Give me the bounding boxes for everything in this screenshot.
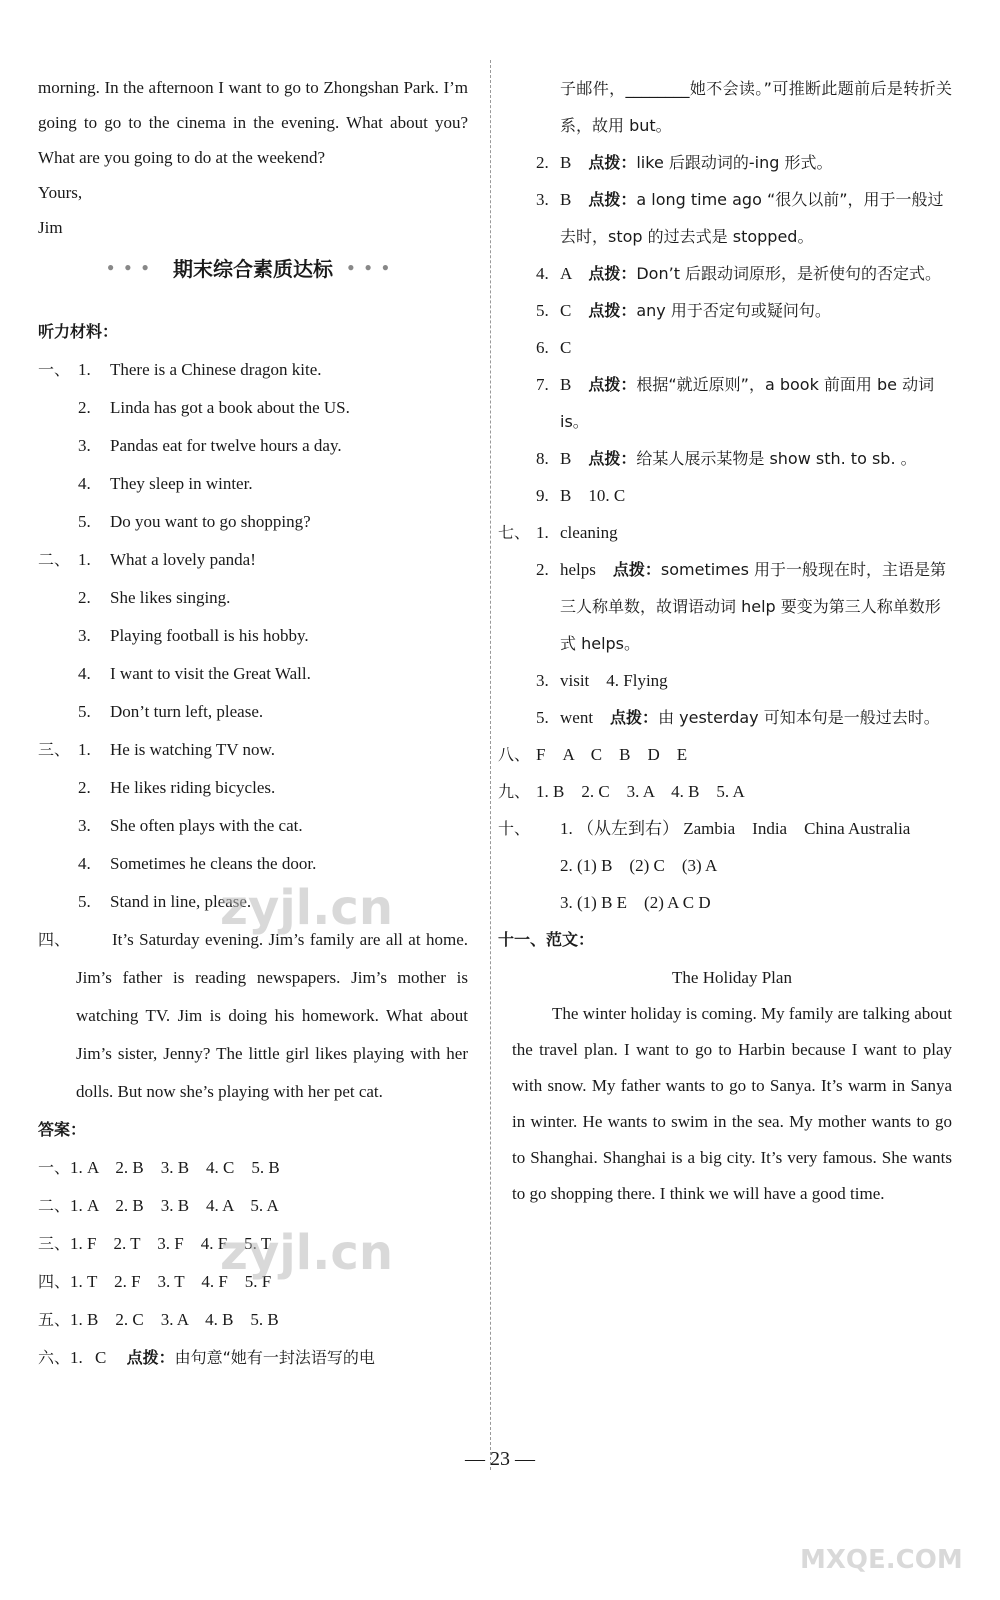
- answer-row: 一、1. A 2. B 3. B 4. C 5. B: [38, 1158, 280, 1177]
- list-item: 3. B 点拨：a long time ago “很久以前”，用于一般过去时，stop 的过去式是 stopped。: [536, 190, 944, 246]
- section-title-band: [38, 253, 468, 313]
- list-item: 2. He likes riding bicycles.: [78, 778, 276, 797]
- ten-item-3: 3. (1) B E (2) A C D: [560, 893, 711, 912]
- right-column: [498, 70, 952, 1212]
- list-item: 3. Playing football is his hobby.: [78, 626, 309, 645]
- eleven-label: 十一、范文：: [498, 930, 595, 949]
- column-divider: [490, 60, 491, 1470]
- answer-row: 四、1. T 2. F 3. T 4. F 5. F: [38, 1272, 272, 1291]
- list-item: 七、 1. cleaning: [498, 523, 618, 542]
- answer-row: 二、1. A 2. B 3. B 4. A 5. A: [38, 1196, 279, 1215]
- watermark: zyjl.cn: [220, 1225, 393, 1281]
- essay-title: The Holiday Plan: [672, 968, 792, 987]
- list-item: 2. Linda has got a book about the US.: [78, 398, 350, 417]
- continued-explanation: 子邮件，________她不会读。”可推断此题前后是转折关系，故用 but。: [560, 79, 952, 135]
- section-nine: 九、 1. B 2. C 3. A 4. B 5. A: [498, 782, 745, 801]
- letter-body: morning. In the afternoon I want to go to Zhongshan Park. I’m going to go to the cinema in the evening. What about you? What are you going to do at the weekend?: [38, 78, 468, 167]
- section-title: 期末综合素质达标: [173, 257, 333, 281]
- list-item: 5. went 点拨：由 yesterday 可知本句是一般过去时。: [536, 708, 940, 727]
- list-item: 7. B 点拨：根据“就近原则”，a book 前面用 be 动词 is。: [536, 375, 935, 431]
- list-item: 5. C 点拨：any 用于否定句或疑问句。: [536, 301, 831, 320]
- left-column: [38, 70, 468, 1377]
- list-item: 3. Pandas eat for twelve hours a day.: [78, 436, 342, 455]
- list-item: 2. helps 点拨：sometimes 用于一般现在时，主语是第三人称单数，故谓语动词 help 要变为第三人称单数形式 helps。: [536, 560, 947, 653]
- section-seven-list: [498, 514, 952, 736]
- list-item: 5. Do you want to go shopping?: [78, 512, 311, 531]
- corner-watermark: MXQE.COM: [800, 1545, 963, 1575]
- page-number: — 23 —: [465, 1448, 535, 1470]
- answer-row: 三、1. F 2. T 3. F 4. F 5. T: [38, 1234, 272, 1253]
- decorative-dots-icon: ●●●: [347, 260, 399, 274]
- essay-body: The winter holiday is coming. My family are talking about the travel plan. I want to go to Harbin because I want to play with snow. My father wants to go to Sanya. It’s warm in Sanya in winter. He wants to swim in the sea. My mother wants to go to Shanghai. Shanghai is a big city. It’s very famous. She wants to go shopping there. I think we will have a good time.: [512, 1004, 952, 1203]
- letter-closing: Yours,: [38, 183, 83, 202]
- list-item: 4. They sleep in winter.: [78, 474, 253, 493]
- letter-signature: Jim: [38, 218, 63, 237]
- list-item: 2. B 点拨：like 后跟动词的-ing 形式。: [536, 153, 833, 172]
- list-item: 4. I want to visit the Great Wall.: [78, 664, 311, 683]
- decorative-dots-icon: ●●●: [107, 260, 159, 274]
- listening-label: 听力材料：: [38, 322, 119, 341]
- answer-row: 五、1. B 2. C 3. A 4. B 5. B: [38, 1310, 279, 1329]
- list-item: 4. Sometimes he cleans the door.: [78, 854, 317, 873]
- section-eight: 八、 F A C B D E: [498, 745, 688, 764]
- list-item: 9. B 10. C: [536, 486, 626, 505]
- section-six-list: [512, 144, 952, 514]
- part4-passage: 四、 It’s Saturday evening. Jim’s family are all at home. Jim’s father is reading newspapers. Jim’s mother is watching TV. Jim is doing his homework. What about Jim’s sister, Jenny? The little girl likes playing with her dolls. But now she’s playing with her pet cat.: [38, 930, 468, 1101]
- section-ten: 十、 1. （从左到右） Zambia India China Australia: [498, 819, 911, 838]
- list-item: 4. A 点拨：Don’t 后跟动词原形，是祈使句的否定式。: [536, 264, 942, 283]
- ten-item-1: 1. （从左到右） Zambia India China Australia: [560, 819, 911, 838]
- list-item: 3. She often plays with the cat.: [78, 816, 303, 835]
- ten-item-2: 2. (1) B (2) C (3) A: [560, 856, 718, 875]
- list-item: 6. C: [536, 338, 572, 357]
- list-item: 二、 1. What a lovely panda!: [38, 550, 256, 569]
- list-item: 3. visit 4. Flying: [536, 671, 668, 690]
- watermark: zyjl.cn: [220, 880, 393, 936]
- answers-label: 答案：: [38, 1120, 87, 1139]
- list-item: 5. Don’t turn left, please.: [78, 702, 264, 721]
- list-item: 5. Stand in line, please.: [78, 892, 252, 911]
- list-item: 三、 1. He is watching TV now.: [38, 740, 275, 759]
- answer-row: 六、1. C 点拨：由句意“她有一封法语写的电: [38, 1348, 375, 1367]
- list-item: 一、 1. There is a Chinese dragon kite.: [38, 360, 322, 379]
- list-item: 2. She likes singing.: [78, 588, 231, 607]
- list-item: 8. B 点拨：给某人展示某物是 show sth. to sb. 。: [536, 449, 917, 468]
